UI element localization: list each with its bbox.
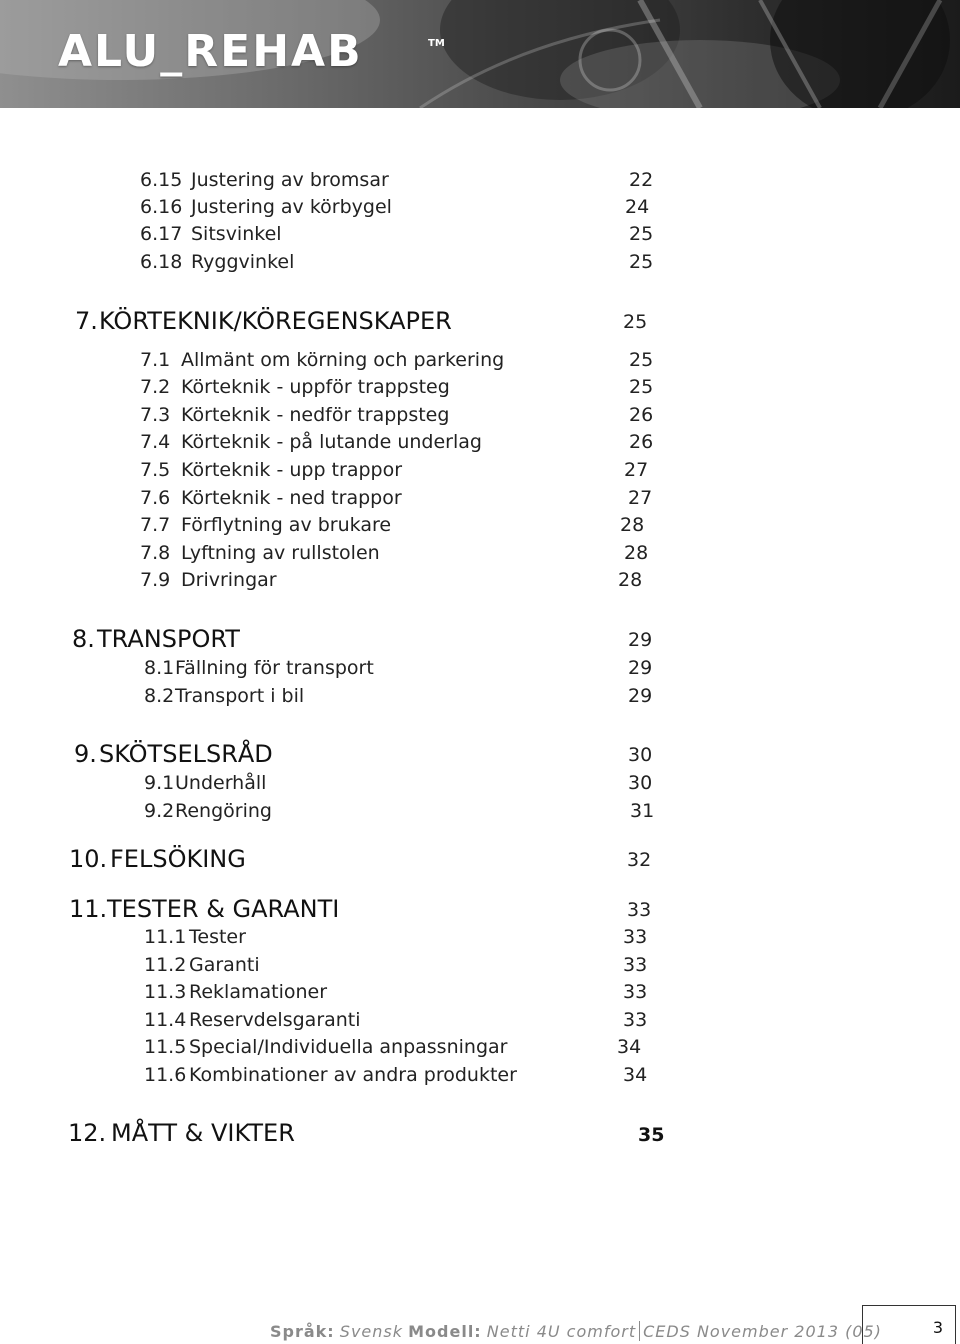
page-number: 3 <box>932 1318 943 1337</box>
toc-number-7-1: 7.1 <box>140 349 171 371</box>
footer-model-label: Modell: <box>408 1322 482 1341</box>
toc-number-7-9: 7.9 <box>140 569 171 591</box>
toc-page-9-2: 31 <box>630 800 655 822</box>
toc-page-6-15: 22 <box>629 169 654 191</box>
toc-page-7: 25 <box>623 311 648 333</box>
brand-logo: ALU_REHAB <box>58 26 363 77</box>
toc-title-12[interactable]: MÅTT & VIKTER <box>111 1119 295 1147</box>
toc-number-7-5: 7.5 <box>140 459 171 481</box>
toc-number-11-2: 11.2 <box>144 954 187 976</box>
toc-title-11-4[interactable]: Reservdelsgaranti <box>189 1009 361 1031</box>
toc-number-7-4: 7.4 <box>140 431 171 453</box>
toc-title-6-15[interactable]: Justering av bromsar <box>191 169 389 191</box>
toc-page-8-1: 29 <box>628 657 653 679</box>
toc-title-11-2[interactable]: Garanti <box>189 954 260 976</box>
toc-title-8-2[interactable]: Transport i bil <box>175 685 305 707</box>
toc-page-11-5: 34 <box>617 1036 642 1058</box>
toc-number-6-16: 6.16 <box>140 196 183 218</box>
toc-number-7-2: 7.2 <box>140 376 171 398</box>
toc-title-11-5[interactable]: Special/Individuella anpassningar <box>189 1036 508 1058</box>
toc-number-7-7: 7.7 <box>140 514 171 536</box>
toc-title-9-2[interactable]: Rengöring <box>175 800 272 822</box>
toc-page-7-7: 28 <box>620 514 645 536</box>
toc-title-6-16[interactable]: Justering av körbygel <box>191 196 392 218</box>
toc-page-6-18: 25 <box>629 251 654 273</box>
toc-page-7-5: 27 <box>624 459 649 481</box>
toc-page-12: 35 <box>638 1124 665 1146</box>
toc-page-11-4: 33 <box>623 1009 648 1031</box>
toc-title-11-6[interactable]: Kombinationer av andra produkter <box>189 1064 517 1086</box>
toc-title-7-7[interactable]: Förflytning av brukare <box>181 514 392 536</box>
toc-number-8-2: 8.2 <box>144 685 175 707</box>
toc-page-11: 33 <box>627 899 652 921</box>
toc-title-9[interactable]: SKÖTSELSRÅD <box>99 740 273 768</box>
toc-title-7-6[interactable]: Körteknik - ned trappor <box>181 487 402 509</box>
toc-page-7-2: 25 <box>629 376 654 398</box>
toc-title-7-4[interactable]: Körteknik - på lutande underlag <box>181 431 482 453</box>
toc-title-11-1[interactable]: Tester <box>189 926 246 948</box>
toc-page-10: 32 <box>627 849 652 871</box>
toc-number-11-1: 11.1 <box>144 926 187 948</box>
toc-page-9: 30 <box>628 744 653 766</box>
toc-number-9-1: 9.1 <box>144 772 175 794</box>
toc-title-7[interactable]: KÖRTEKNIK/KÖREGENSKAPER <box>99 307 452 335</box>
toc-number-9-2: 9.2 <box>144 800 175 822</box>
toc-title-6-17[interactable]: Sitsvinkel <box>191 223 282 245</box>
toc-page-7-3: 26 <box>629 404 654 426</box>
toc-page-7-1: 25 <box>629 349 654 371</box>
toc-number-11: 11. <box>69 895 108 923</box>
page-number-box <box>862 1305 956 1344</box>
toc-title-11[interactable]: TESTER & GARANTI <box>107 895 340 923</box>
footer-language-label: Språk: <box>270 1322 335 1341</box>
toc-number-11-3: 11.3 <box>144 981 187 1003</box>
toc-title-6-18[interactable]: Ryggvinkel <box>191 251 295 273</box>
footer-edition: CEDS November 2013 (05) <box>643 1322 882 1341</box>
toc-title-10[interactable]: FELSÖKING <box>110 845 246 873</box>
brand-trademark: TM <box>428 38 445 49</box>
toc-title-7-9[interactable]: Drivringar <box>181 569 277 591</box>
toc-page-7-4: 26 <box>629 431 654 453</box>
toc-page-9-1: 30 <box>628 772 653 794</box>
toc-title-9-1[interactable]: Underhåll <box>175 772 267 794</box>
toc-number-9: 9. <box>74 740 97 768</box>
toc-page-7-6: 27 <box>628 487 653 509</box>
toc-page-7-9: 28 <box>618 569 643 591</box>
toc-number-7: 7. <box>75 307 98 335</box>
toc-page-11-2: 33 <box>623 954 648 976</box>
footer-divider <box>639 1321 640 1341</box>
toc-title-7-3[interactable]: Körteknik - nedför trappsteg <box>181 404 450 426</box>
toc-title-7-8[interactable]: Lyftning av rullstolen <box>181 542 380 564</box>
footer-model-value: Netti 4U comfort <box>486 1322 637 1341</box>
toc-title-8[interactable]: TRANSPORT <box>97 625 240 653</box>
toc-number-7-8: 7.8 <box>140 542 171 564</box>
toc-page-8: 29 <box>628 629 653 651</box>
toc-title-7-1[interactable]: Allmänt om körning och parkering <box>181 349 505 371</box>
toc-number-8-1: 8.1 <box>144 657 175 679</box>
toc-page-7-8: 28 <box>624 542 649 564</box>
toc-number-8: 8. <box>72 625 95 653</box>
toc-number-6-17: 6.17 <box>140 223 183 245</box>
toc-title-7-2[interactable]: Körteknik - uppför trappsteg <box>181 376 450 398</box>
toc-number-12: 12. <box>68 1119 107 1147</box>
header-banner <box>0 0 960 108</box>
toc-number-6-15: 6.15 <box>140 169 183 191</box>
toc-number-11-6: 11.6 <box>144 1064 187 1086</box>
toc-page-6-17: 25 <box>629 223 654 245</box>
page-footer <box>270 1321 882 1341</box>
toc-number-11-5: 11.5 <box>144 1036 187 1058</box>
toc-page-6-16: 24 <box>625 196 650 218</box>
toc-number-10: 10. <box>69 845 108 873</box>
toc-title-8-1[interactable]: Fällning för transport <box>175 657 374 679</box>
toc-number-7-3: 7.3 <box>140 404 171 426</box>
toc-title-11-3[interactable]: Reklamationer <box>189 981 328 1003</box>
toc-number-7-6: 7.6 <box>140 487 171 509</box>
toc-number-6-18: 6.18 <box>140 251 183 273</box>
toc-page-11-3: 33 <box>623 981 648 1003</box>
toc-page-11-1: 33 <box>623 926 648 948</box>
toc-page-11-6: 34 <box>623 1064 648 1086</box>
footer-language-value: Svensk <box>339 1322 404 1341</box>
toc-page-8-2: 29 <box>628 685 653 707</box>
toc-number-11-4: 11.4 <box>144 1009 187 1031</box>
toc-title-7-5[interactable]: Körteknik - upp trappor <box>181 459 403 481</box>
